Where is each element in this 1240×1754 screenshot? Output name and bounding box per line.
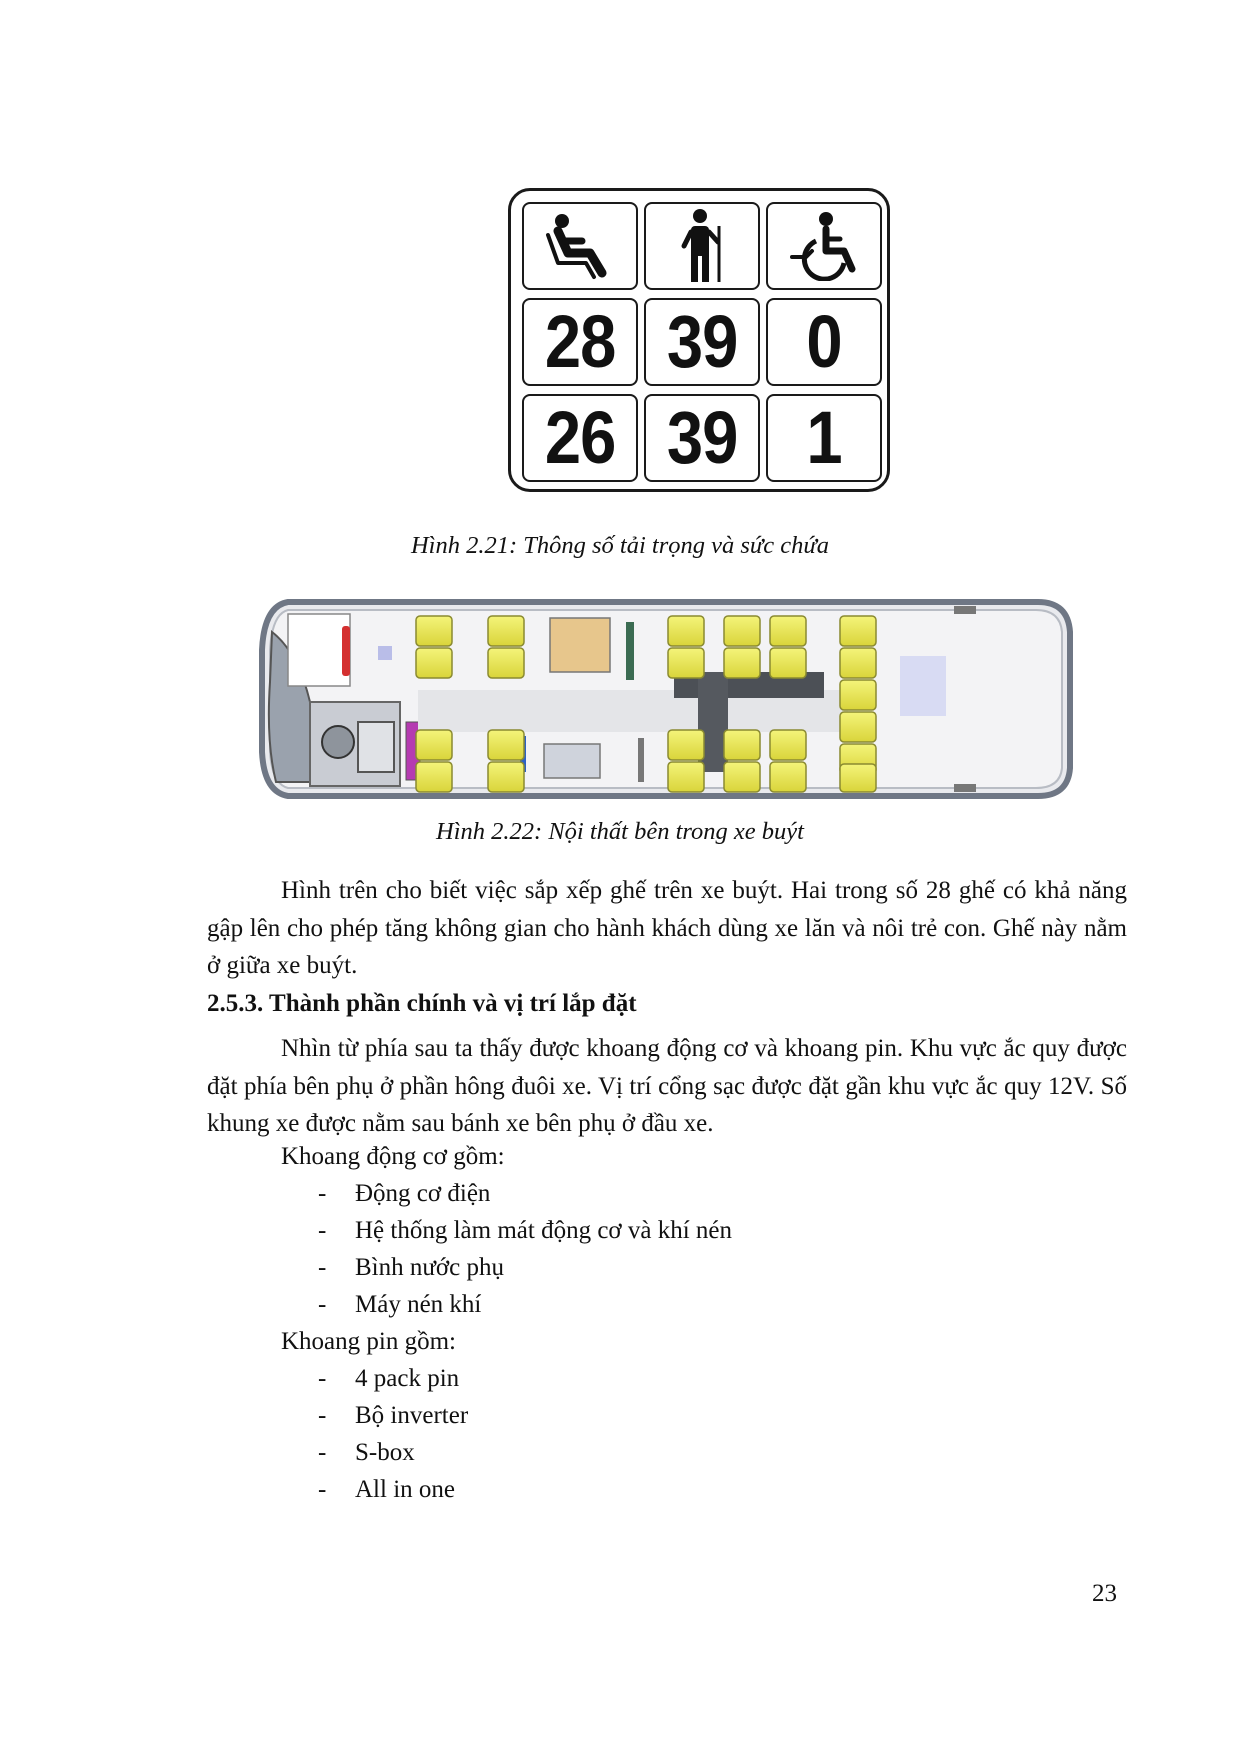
- standing-capacity-alt-cell: [644, 394, 760, 482]
- standing-capacity-cell: [644, 298, 760, 386]
- seated-capacity-alt-value: 26: [544, 396, 616, 479]
- battery-item-1-bullet: -: [318, 1365, 327, 1392]
- standing-passenger-icon: [672, 208, 732, 284]
- wheelchair-capacity-alt-value: 1: [806, 396, 842, 479]
- paragraph-location: [207, 1030, 1127, 1143]
- seated-capacity-alt-cell: [522, 394, 638, 482]
- seated-header-cell: [522, 202, 638, 290]
- battery-item-1: 4 pack pin: [355, 1365, 460, 1392]
- figure-2-22-caption: Hình 2.22: Nội thất bên trong xe buýt: [436, 818, 804, 845]
- battery-item-3: S-box: [355, 1439, 415, 1466]
- battery-item-4: All in one: [355, 1476, 455, 1503]
- figure-2-21-caption: Hình 2.21: Thông số tải trọng và sức chứa: [410, 532, 830, 559]
- wheelchair-capacity-cell: [766, 298, 882, 386]
- engine-item-1: Động cơ điện: [355, 1180, 491, 1207]
- wheelchair-capacity-value: 0: [806, 300, 842, 383]
- engine-item-2: Hệ thống làm mát động cơ và khí nén: [355, 1217, 733, 1244]
- battery-item-2-bullet: -: [318, 1402, 327, 1429]
- engine-item-1-bullet: -: [318, 1180, 327, 1207]
- capacity-figure: [508, 188, 890, 492]
- engine-item-2-bullet: -: [318, 1217, 327, 1244]
- standing-capacity-alt-value: 39: [666, 396, 738, 479]
- section-heading: 2.5.3. Thành phần chính và vị trí lắp đặt: [207, 990, 637, 1017]
- standing-capacity-value: 39: [666, 300, 738, 383]
- wheelchair-header-cell: [766, 202, 882, 290]
- paragraph-location-text: Nhìn từ phía sau ta thấy được khoang động cơ và khoang pin. Khu vực ắc quy được đặt phía bên phụ ở phần hông đuôi xe. Vị trí cổng sạc được đặt gần khu vực ắc quy 12V. Số khung xe được nằm sau bánh xe bên phụ ở đầu xe.: [207, 1035, 1127, 1137]
- standing-header-cell: [644, 202, 760, 290]
- paragraph-seating-text: Hình trên cho biết việc sắp xếp ghế trên xe buýt. Hai trong số 28 ghế có khả năng gập lên cho phép tăng không gian cho hành khách dùng xe lăn và nôi trẻ con. Ghế này nằm ở giữa xe buýt.: [207, 877, 1127, 979]
- engine-item-3-bullet: -: [318, 1254, 327, 1281]
- bus-interior-figure: [258, 592, 1078, 806]
- page-number: 23: [1092, 1580, 1117, 1607]
- battery-item-4-bullet: -: [318, 1476, 327, 1503]
- engine-item-4: Máy nén khí: [355, 1291, 482, 1318]
- seated-passenger-icon: [540, 211, 620, 281]
- battery-item-2: Bộ inverter: [355, 1402, 469, 1429]
- battery-bay-title: Khoang pin gồm:: [281, 1328, 456, 1355]
- seated-capacity-cell: [522, 298, 638, 386]
- engine-item-4-bullet: -: [318, 1291, 327, 1318]
- engine-bay-title: Khoang động cơ gồm:: [281, 1143, 505, 1170]
- seated-capacity-value: 28: [544, 300, 616, 383]
- battery-item-3-bullet: -: [318, 1439, 327, 1466]
- wheelchair-capacity-alt-cell: [766, 394, 882, 482]
- engine-item-3: Bình nước phụ: [355, 1254, 504, 1281]
- paragraph-seating: [207, 872, 1127, 985]
- wheelchair-icon: [786, 211, 862, 281]
